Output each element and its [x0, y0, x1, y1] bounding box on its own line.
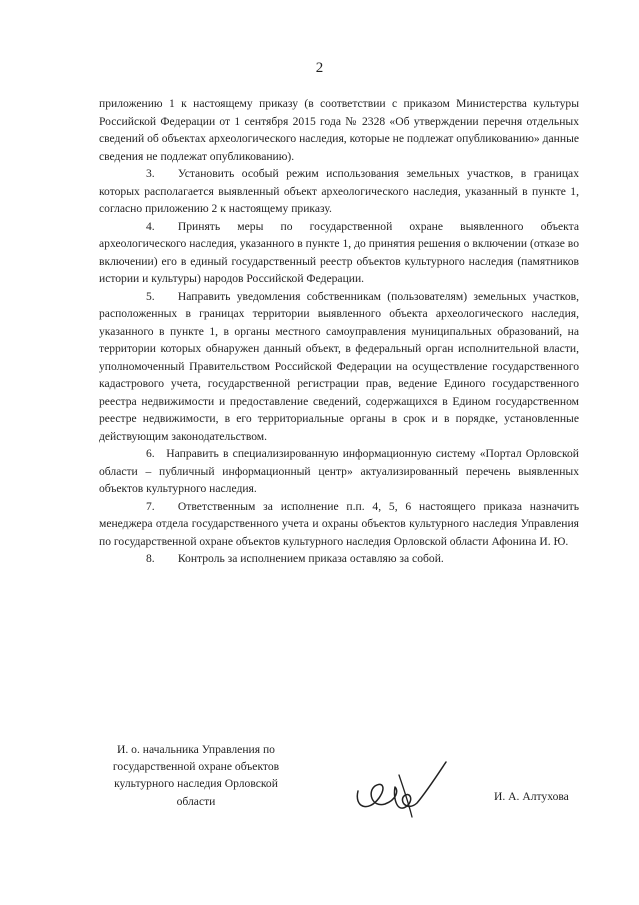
signatory-name: И. А. Алтухова: [494, 790, 569, 803]
page-number: 2: [315, 60, 324, 76]
signatory-position: И. о. начальника Управления по государственной охране объектов культурного наследия Орловской области: [112, 743, 280, 808]
handwritten-signature-image: [352, 755, 450, 823]
paragraph-item-5: 5. Направить уведомления собственникам (пользователям) земельных участков, расположенных в границах территории выявленного объекта археологического наследия, указанного в пункте 1, в органы местного самоуправления муниципальных образований, на территории которых обнаружен данный объект, в федеральный орган исполнительной власти, уполномоченный Правительством Российской Федерации на осуществление государственного кадастрового учета, государственной регистрации прав, ведение Единого государственного реестра недвижимости и предоставление сведений, содержащихся в Едином государственном реестре недвижимости, в его территориальные органы в срок и в порядке, установленные действующим законодательством.: [99, 289, 579, 443]
document-body: [99, 95, 579, 568]
signature-block: [0, 741, 639, 821]
paragraph-item-4: 4. Принять меры по государственной охране выявленного объекта археологического наследия, указанного в пункте 1, до принятия решения о включении (отказе во включении) его в единый государственный реестр объектов культурного наследия (памятников истории и культуры) народов Российской Федерации.: [99, 219, 579, 285]
paragraph-continuation: приложению 1 к настоящему приказу (в соответствии с приказом Министерства культуры Российской Федерации от 1 сентября 2015 года № 2328 «Об утверждении перечня отдельных сведений об объектах археологического наследия, которые не подлежат опубликованию» данные сведения не подлежат опубликованию).: [99, 97, 579, 163]
paragraph-item-3: 3. Установить особый режим использования земельных участков, в границах которых располагается выявленный объект археологического наследия, указанный в пункте 1, согласно приложению 2 к настоящему приказу.: [99, 167, 579, 215]
paragraph-item-8: 8. Контроль за исполнением приказа оставляю за собой.: [146, 552, 444, 565]
paragraph-item-6: 6. Направить в специализированную информационную систему «Портал Орловской области – публичный информационный центр» актуализированный перечень выявленных объектов культурного наследия.: [99, 447, 579, 495]
paragraph-item-7: 7. Ответственным за исполнение п.п. 4, 5, 6 настоящего приказа назначить менеджера отдела государственного учета и охраны объектов культурного наследия Управления по государственной охране объектов культурного наследия Орловской области Афонина И. Ю.: [99, 499, 579, 548]
